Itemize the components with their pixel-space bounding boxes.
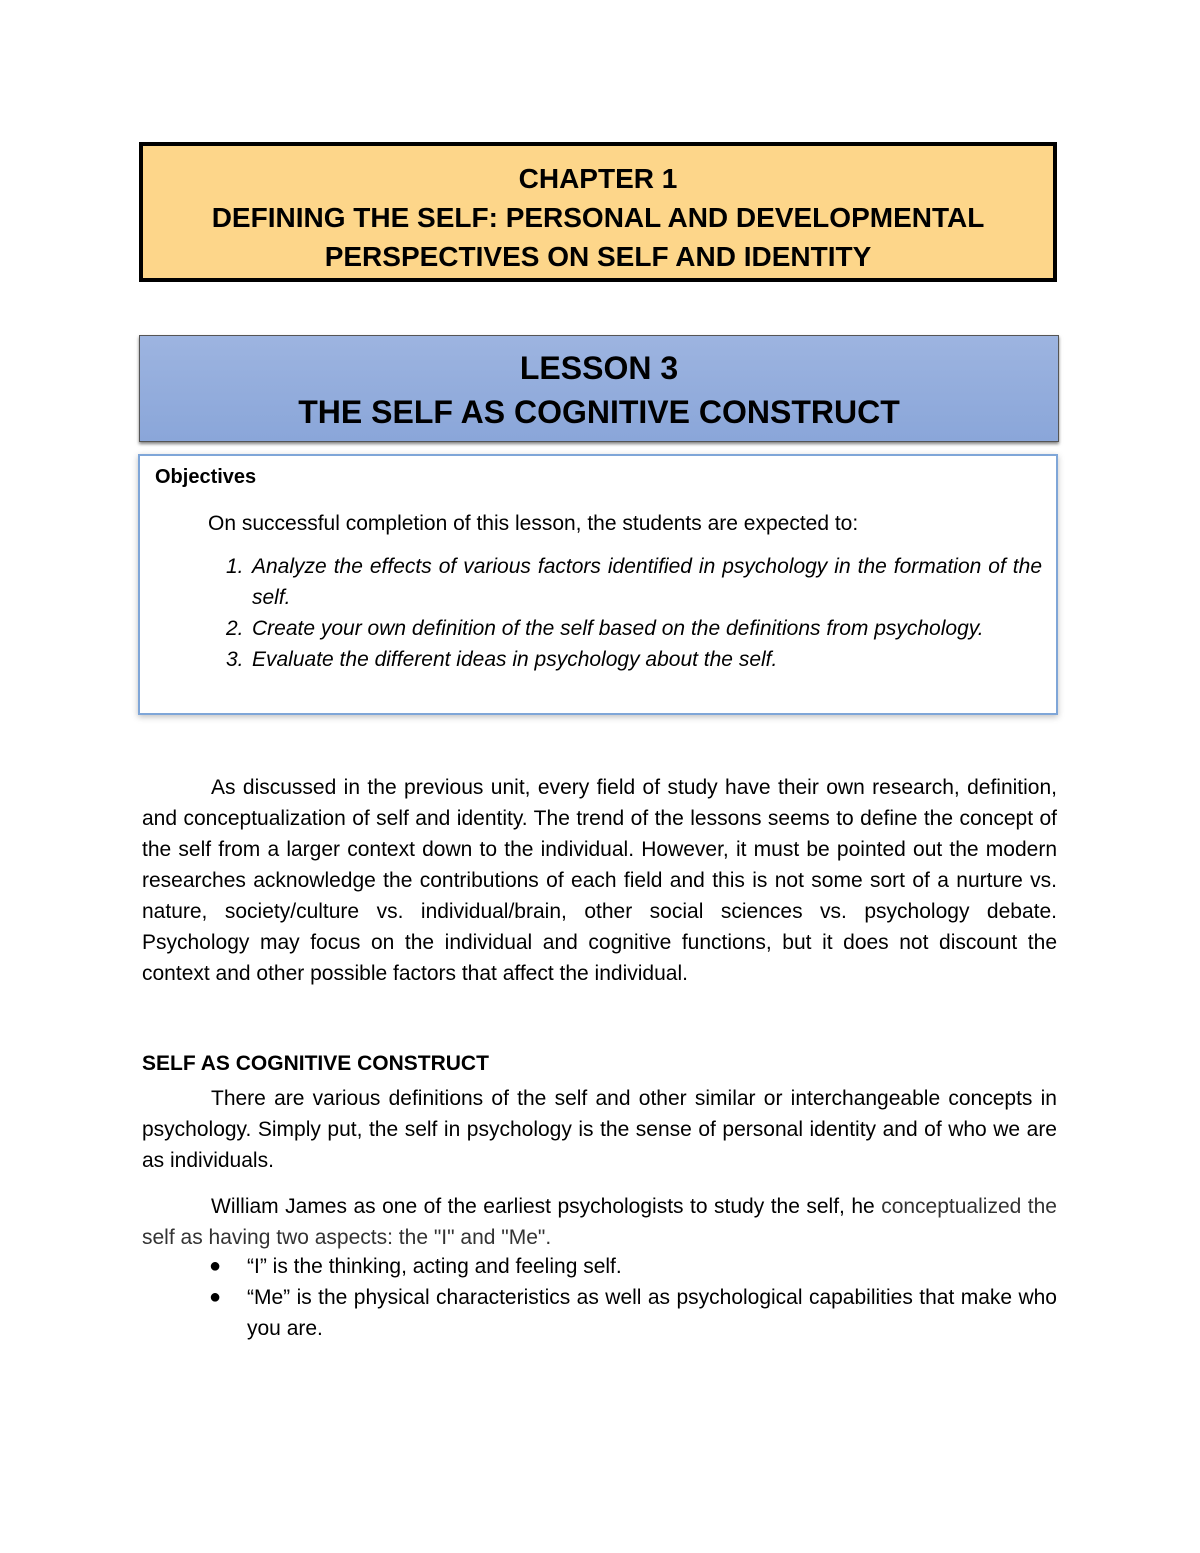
objective-text: Evaluate the different ideas in psychology about the self. [252,648,778,671]
aspects-text: conceptualized the self as having two aspects: the "I" and "Me". [142,1195,1057,1249]
objective-item [226,644,1042,675]
aspect-description: is the thinking, acting and feeling self. [266,1255,622,1278]
objective-text: Create your own definition of the self based on the definitions from psychology. [252,617,984,640]
objective-number: 3. [226,648,244,671]
objective-item [226,613,1042,644]
william-james-text: William James as one of the earliest psychologists to study the self, he [211,1195,875,1218]
objective-number: 1. [226,555,244,578]
lesson-header-box [139,335,1059,442]
objective-text: Analyze the effects of various factors identified in psychology in the formation of the self. [252,555,1042,609]
intro-paragraph: As discussed in the previous unit, every field of study have their own research, definition, and conceptualization of self and identity. The trend of the lessons seems to define the concept of the self from a larger context down to the individual. However, it must be pointed out the modern researches acknowledge the contributions of each field and this is not some sort of a nurture vs. nature, society/culture vs. individual/brain, other social sciences vs. psychology debate. Psychology may focus on the individual and cognitive functions, but it does not discount the context and other possible factors that affect the individual. [142,776,1057,985]
objectives-list [226,551,1042,675]
objectives-box [138,454,1058,715]
list-item [209,1282,1057,1344]
objectives-title: Objectives [155,466,257,488]
lesson-number: LESSON 3 [519,350,679,386]
chapter-title-line-1: DEFINING THE SELF: PERSONAL AND DEVELOPMENTAL [211,202,985,233]
section-heading: SELF AS COGNITIVE CONSTRUCT [142,1052,489,1075]
bullet-icon: ● [209,1286,222,1308]
bullet-icon: ● [209,1255,222,1277]
aspects-list [209,1251,1057,1344]
objectives-intro: On successful completion of this lesson, the students are expected to: [208,512,859,535]
william-james-paragraph [142,1191,1057,1253]
aspect-description: is the physical characteristics as well as psychological capabilities that make who you are. [247,1286,1057,1340]
aspect-term: “I” [247,1255,267,1278]
chapter-header-box [139,142,1057,282]
aspect-term: “Me” [247,1286,291,1309]
chapter-title-line-2: PERSPECTIVES ON SELF AND IDENTITY [324,241,872,272]
objective-number: 2. [226,617,244,640]
chapter-number: CHAPTER 1 [518,163,678,194]
list-item [209,1251,1057,1282]
definition-paragraph: There are various definitions of the self and other similar or interchangeable concepts in psychology. Simply put, the self in psychology is the sense of personal identity and of who we are as individuals. [142,1087,1057,1172]
objective-item [226,551,1042,613]
lesson-title: THE SELF AS COGNITIVE CONSTRUCT [298,394,900,430]
